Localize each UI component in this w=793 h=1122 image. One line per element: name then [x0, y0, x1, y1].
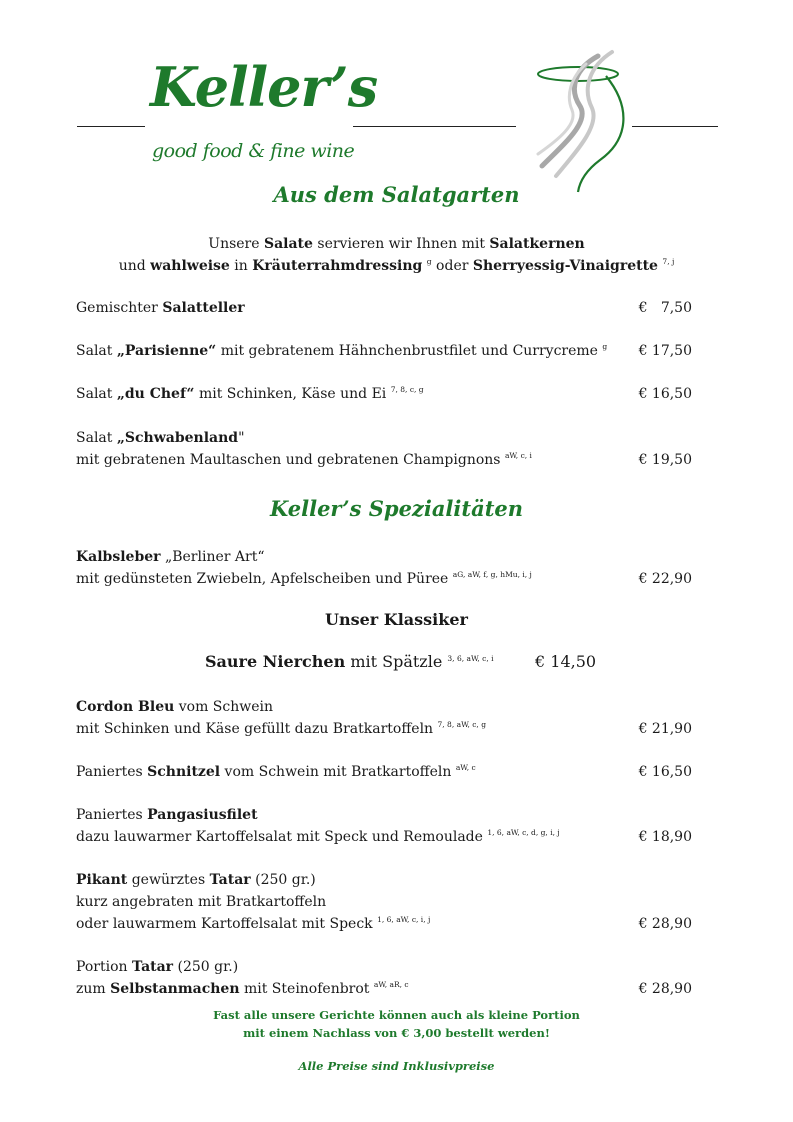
- allergen-codes: aW, c, i: [504, 451, 532, 460]
- intro-bold: Salate: [263, 236, 313, 252]
- header-rule-right: [632, 126, 718, 127]
- menu-item-cordon-bleu: [76, 696, 692, 740]
- item-text: mit Steinofenbrot: [239, 981, 370, 997]
- item-price: € 28,90: [638, 916, 692, 932]
- salat-intro: [0, 233, 793, 277]
- footer-note: [0, 1006, 793, 1042]
- allergen-codes: 1, 6, aW, c, i, j: [377, 915, 431, 924]
- menu-item-schnitzel: [76, 761, 692, 783]
- item-text: Paniertes: [76, 807, 148, 823]
- intro-bold: Salatkernen: [489, 236, 585, 252]
- item-text: Salat: [76, 386, 117, 402]
- menu-item-schwabenland: [76, 427, 692, 471]
- item-price: € 7,50: [638, 300, 692, 316]
- item-text: gewürztes: [127, 872, 210, 888]
- menu-item-saure-nierchen: [205, 652, 597, 671]
- intro-text: servieren wir Ihnen mit: [312, 236, 490, 252]
- footer-note-line2: mit einem Nachlass von € 3,00 bestellt werden!: [243, 1026, 550, 1040]
- item-price: € 21,90: [638, 721, 692, 737]
- item-name: Salatteller: [162, 300, 245, 316]
- item-price: € 18,90: [638, 829, 692, 845]
- item-price: € 17,50: [638, 343, 692, 359]
- item-text: vom Schwein mit Bratkartoffeln: [220, 764, 452, 780]
- intro-text: in: [229, 258, 253, 274]
- allergen-codes: aG, aW, f, g, hMu, i, j: [452, 570, 532, 579]
- wine-glass-icon: [520, 48, 632, 196]
- item-name: Kalbsleber: [76, 549, 161, 565]
- item-price: € 16,50: [638, 386, 692, 402]
- footer-note-line1: Fast alle unsere Gerichte können auch als kleine Portion: [213, 1008, 580, 1022]
- intro-text: Unsere: [208, 236, 264, 252]
- footer-prices-note: Alle Preise sind Inklusivpreise: [298, 1059, 495, 1073]
- klassiker-heading: Unser Klassiker: [325, 610, 468, 629]
- allergen-codes: 7, 8, aW, c, g: [437, 720, 487, 729]
- item-description: mit gebratenen Maultaschen und gebratenen Champignons: [76, 452, 501, 468]
- item-description: mit gedünsteten Zwiebeln, Apfelscheiben und Püree: [76, 571, 449, 587]
- allergen-codes: g: [426, 257, 432, 266]
- item-description: oder lauwarmem Kartoffelsalat mit Speck: [76, 916, 373, 932]
- item-name: „du Chef“: [116, 386, 195, 402]
- intro-bold: wahlweise: [150, 258, 230, 274]
- item-name: „Schwabenland: [116, 430, 239, 446]
- item-text: mit gebratenem Hähnchenbrustfilet und Currycreme: [216, 343, 598, 359]
- allergen-codes: aW, c: [455, 763, 476, 772]
- allergen-codes: aW, aR, c: [373, 980, 409, 989]
- item-name: Tatar: [209, 872, 251, 888]
- item-price: € 14,50: [535, 652, 597, 671]
- menu-item-tatar-selbstanmachen: [76, 956, 692, 1000]
- item-text: ": [238, 430, 245, 446]
- item-name: Cordon Bleu: [76, 699, 175, 715]
- item-text: (250 gr.): [250, 872, 316, 888]
- allergen-codes: 7, j: [662, 257, 675, 266]
- logo-tagline: good food & fine wine: [152, 140, 355, 162]
- item-text: zum: [76, 981, 111, 997]
- item-name: Tatar: [131, 959, 174, 975]
- item-text: (250 gr.): [173, 959, 239, 975]
- item-text: Portion: [76, 959, 132, 975]
- item-name: Schnitzel: [147, 764, 221, 780]
- menu-item-pangasiusfilet: [76, 804, 692, 848]
- header-rule-middle: [353, 126, 516, 127]
- intro-text: und: [118, 258, 151, 274]
- header-rule-left: [77, 126, 145, 127]
- intro-text: oder: [431, 258, 473, 274]
- item-text: „Berliner Art“: [160, 549, 265, 565]
- item-description: kurz angebraten mit Bratkartoffeln: [76, 894, 327, 910]
- intro-bold: Kräuterrahmdressing: [252, 258, 423, 274]
- item-text: vom Schwein: [174, 699, 274, 715]
- allergen-codes: 1, 6, aW, c, d, g, i, j: [487, 828, 560, 837]
- item-price: € 28,90: [638, 981, 692, 997]
- item-text: mit Schinken, Käse und Ei: [194, 386, 387, 402]
- item-name: Pikant: [76, 872, 128, 888]
- salat-intro-line2: [0, 255, 793, 277]
- item-price: € 19,50: [638, 452, 692, 468]
- item-text: Salat: [76, 343, 117, 359]
- salat-intro-line1: [0, 233, 793, 255]
- menu-item-kalbsleber: [76, 546, 692, 590]
- item-price: € 16,50: [638, 764, 692, 780]
- item-name: Pangasiusfilet: [147, 807, 258, 823]
- item-text: Gemischter: [76, 300, 163, 316]
- item-text: Paniertes: [76, 764, 148, 780]
- allergen-codes: 3, 6, aW, c, i: [447, 654, 494, 663]
- allergen-codes: 7, 8, c, g: [390, 385, 424, 394]
- section-title-salatgarten: Aus dem Salatgarten: [273, 182, 520, 207]
- intro-bold: Sherryessig-Vinaigrette: [472, 258, 658, 274]
- item-description: dazu lauwarmer Kartoffelsalat mit Speck und Remoulade: [76, 829, 483, 845]
- item-name: Selbstanmachen: [110, 981, 240, 997]
- logo-wordmark: Keller’s: [150, 55, 378, 119]
- item-name: Saure Nierchen: [205, 652, 346, 671]
- menu-item-du-chef: [76, 383, 692, 405]
- item-price: € 22,90: [638, 571, 692, 587]
- item-text: Salat: [76, 430, 117, 446]
- allergen-codes: g: [602, 342, 608, 351]
- menu-item-parisienne: [76, 340, 692, 362]
- section-title-spezialitaeten: Keller’s Spezialitäten: [269, 496, 524, 521]
- menu-item-tatar-pikant: [76, 869, 692, 935]
- item-description: mit Schinken und Käse gefüllt dazu Bratkartoffeln: [76, 721, 434, 737]
- item-name: „Parisienne“: [116, 343, 217, 359]
- item-text: mit Spätzle: [345, 652, 443, 671]
- menu-item-salatteller: [76, 297, 692, 319]
